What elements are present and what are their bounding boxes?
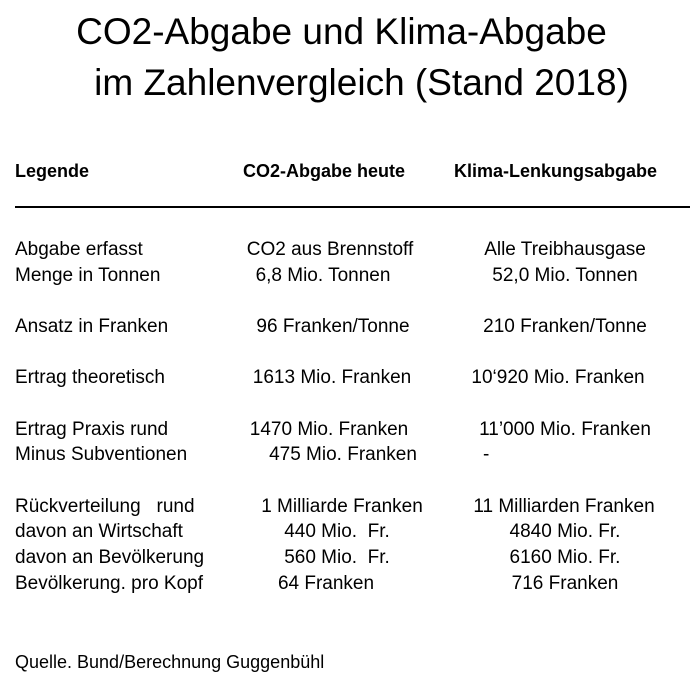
row-label: Abgabe erfasst [15,239,143,260]
header-divider [15,206,690,208]
row-label: Ertrag Praxis rund [15,419,169,440]
row-label: Minus Subventionen [15,444,188,465]
source-note: Quelle. Bund/Berechnung Guggenbühl [15,652,325,672]
row-co2-value: 440 Mio. Fr. [284,521,390,542]
row-klima-value: Alle Treibhausgase [484,239,646,260]
row-klima-value: 6160 Mio. Fr. [509,547,621,568]
row-co2-value: 560 Mio. Fr. [284,547,390,568]
row-klima-value: 4840 Mio. Fr. [509,521,621,542]
row-label: Ansatz in Franken [15,316,169,337]
row-co2-value: 1470 Mio. Franken [249,419,409,440]
row-co2-value: CO2 aus Brennstoff [246,239,414,260]
row-klima-value: 11’000 Mio. Franken [479,419,651,440]
row-co2-value: 96 Franken/Tonne [256,316,410,337]
row-label: Ertrag theoretisch [15,367,165,388]
klima-abgabe-header: Klima-Lenkungsabgabe [454,161,658,181]
row-co2-value: 475 Mio. Franken [269,444,417,465]
row-label: davon an Wirtschaft [15,521,183,542]
co2-abgabe-header: CO2-Abgabe heute [243,161,406,181]
row-label: Rückverteilung rund [15,496,195,517]
row-label: davon an Bevölkerung [15,547,205,568]
row-klima-value: 10‘920 Mio. Franken [471,367,645,388]
row-co2-value: 64 Franken [277,573,375,594]
page-title-line-2: im Zahlenvergleich (Stand 2018) [94,62,629,103]
row-co2-value: 1613 Mio. Franken [252,367,412,388]
row-klima-value: 210 Franken/Tonne [483,316,647,337]
row-co2-value: 1 Milliarde Franken [261,496,423,517]
row-klima-value: 11 Milliarden Franken [473,496,655,517]
row-klima-value: - [483,444,490,465]
row-klima-value: 52,0 Mio. Tonnen [492,265,638,286]
row-klima-value: 716 Franken [511,573,619,594]
page-title-line-1: CO2-Abgabe und Klima-Abgabe [76,11,607,52]
row-label: Bevölkerung. pro Kopf [15,573,204,594]
row-label: Menge in Tonnen [15,265,161,286]
row-co2-value: 6,8 Mio. Tonnen [255,265,391,286]
legend-header: Legende [15,161,90,181]
